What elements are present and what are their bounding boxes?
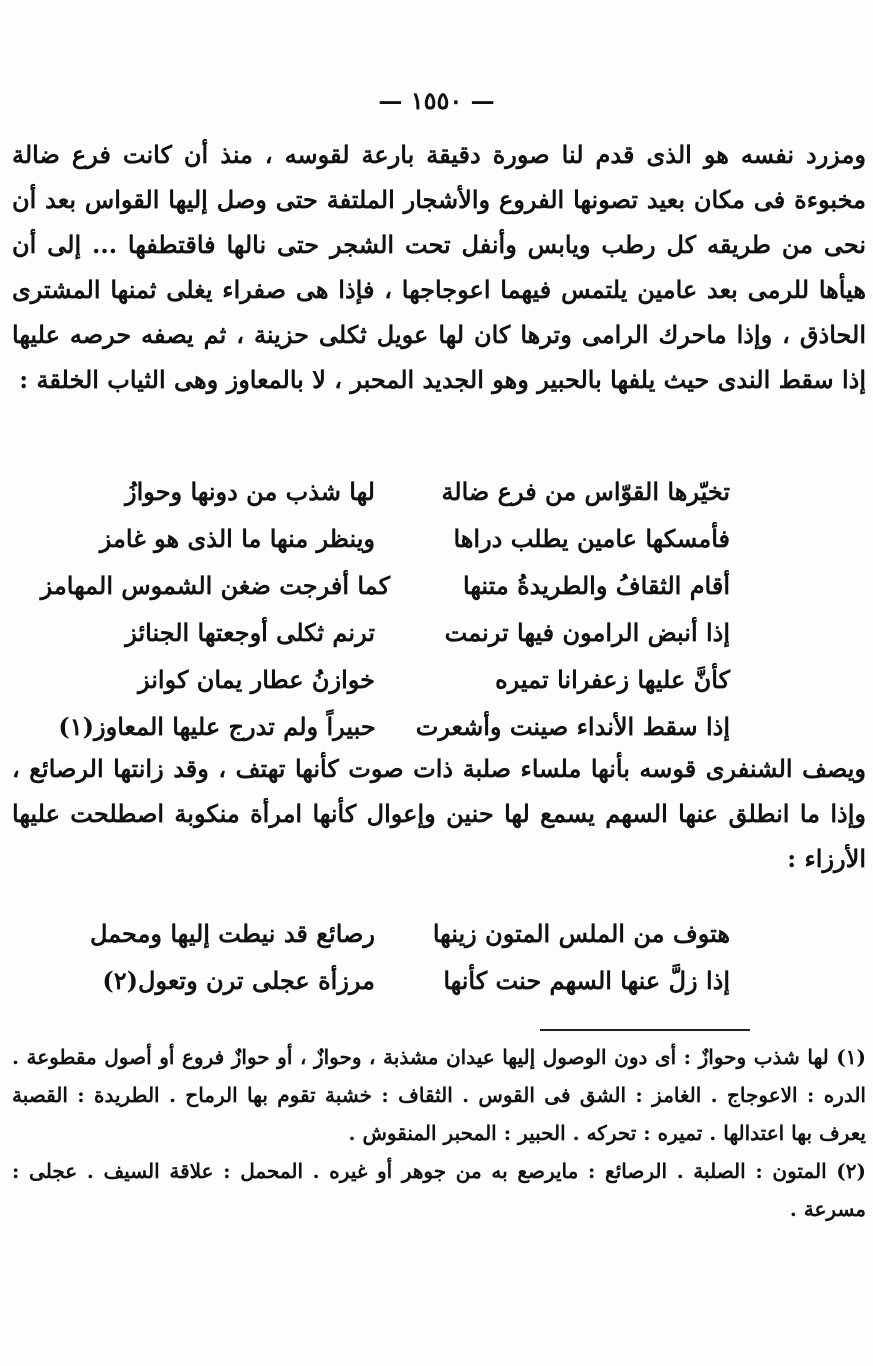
footnotes xyxy=(12,1038,866,1228)
verse-first-hemistich: أقام الثقافُ والطريدةُ متنها xyxy=(463,571,730,600)
verse-first-hemistich: كأنَّ عليها زعفرانا تميره xyxy=(495,665,730,694)
verse xyxy=(60,910,760,957)
verse xyxy=(60,957,760,1004)
verse-first-hemistich: إذا أنبض الرامون فيها ترنمت xyxy=(444,618,730,647)
verse-first-hemistich: إذا سقط الأنداء صينت وأشعرت xyxy=(415,712,730,741)
verse-first-hemistich: تخيّرها القوّاس من فرع ضالة xyxy=(441,477,730,506)
verse-second-hemistich: مرزأة عجلى ترن وتعول(٢) xyxy=(102,966,375,995)
verse xyxy=(60,703,760,750)
footnote-separator xyxy=(540,1029,750,1031)
verse xyxy=(60,515,760,562)
verse-second-hemistich: لها شذب من دونها وحوازُ xyxy=(125,477,375,506)
verse xyxy=(40,562,760,609)
verse-first-hemistich: إذا زلَّ عنها السهم حنت كأنها xyxy=(443,966,730,995)
paragraph-shanfara: ويصف الشنفرى قوسه بأنها ملساء صلبة ذات صوت كأنها تهتف ، وقد زانتها الرصائع ، وإذا ما انطلق عنها السهم يسمع لها حنين وإعوال كأنها امرأة منكوبة اصطلحت عليها الأرزاء : xyxy=(12,754,867,873)
page-number: — ١٥٥٠ — xyxy=(378,86,495,115)
verse-second-hemistich: حبيراً ولم تدرج عليها المعاوز(١) xyxy=(58,712,376,741)
verse xyxy=(60,656,760,703)
footnote-1: (١) لها شذب وحوازٌ : أى دون الوصول إليها عيدان مشذبة ، وحوازٌ ، أو حوازٌ فروع أو أصول مقطوعة . الدره : الاعوجاج . الغامز : الشق فى القوس . الثقاف : خشبة تقوم بها الرماح . الطريدة : القصبة يعرف بها اعتدالها . تميره : تحركه . الحبير : المحبر المنقوش . xyxy=(12,1045,866,1145)
verse xyxy=(60,609,760,656)
verse-first-hemistich: هتوف من الملس المتون زينها xyxy=(432,919,730,948)
poem-bow-muzarrid xyxy=(40,468,760,750)
verse-first-hemistich: فأمسكها عامين يطلب دراها xyxy=(453,524,730,553)
verse-second-hemistich: وينظر منها ما الذى هو غامز xyxy=(99,524,375,553)
verse-second-hemistich: خوازنُ عطار يمان كوانز xyxy=(138,665,375,694)
verse-second-hemistich: ترنم ثكلى أوجعتها الجنائز xyxy=(125,618,375,647)
verse-second-hemistich: كما أفرجت ضغن الشموس المهامز xyxy=(40,571,390,600)
poem-bow-shanfara xyxy=(60,910,760,1004)
footnote-2: (٢) المتون : الصلبة . الرصائع : مايرصع به من جوهر أو غيره . المحمل : علاقة السيف . عجلى : مسرعة . xyxy=(12,1159,866,1221)
paragraph-intro: ومزرد نفسه هو الذى قدم لنا صورة دقيقة بارعة لقوسه ، منذ أن كانت فرع ضالة مخبوءة فى مكان بعيد تصونها الفروع والأشجار الملتفة حتى وصل إليها القواس بعد أن نحى من طريقه كل رطب ويابس وأنفل تحت الشجر حتى نالها فاقتطفها ... إلى أن هيأها للرمى بعد عامين يلتمس فيهما اعوجاجها ، فإذا هى صفراء يغلى ثمنها المشترى الحاذق ، وإذا ماحرك الرامى وترها كان لها عويل ثكلى حزينة ، ثم يصفه حرصه عليها إذا سقط الندى حيث يلفها بالحبير وهو الجديد المحبر ، لا بالمعاوز وهى الثياب الخلقة : xyxy=(12,140,867,394)
verse xyxy=(60,468,760,515)
verse-second-hemistich: رصائع قد نيطت إليها ومحمل xyxy=(90,919,375,948)
